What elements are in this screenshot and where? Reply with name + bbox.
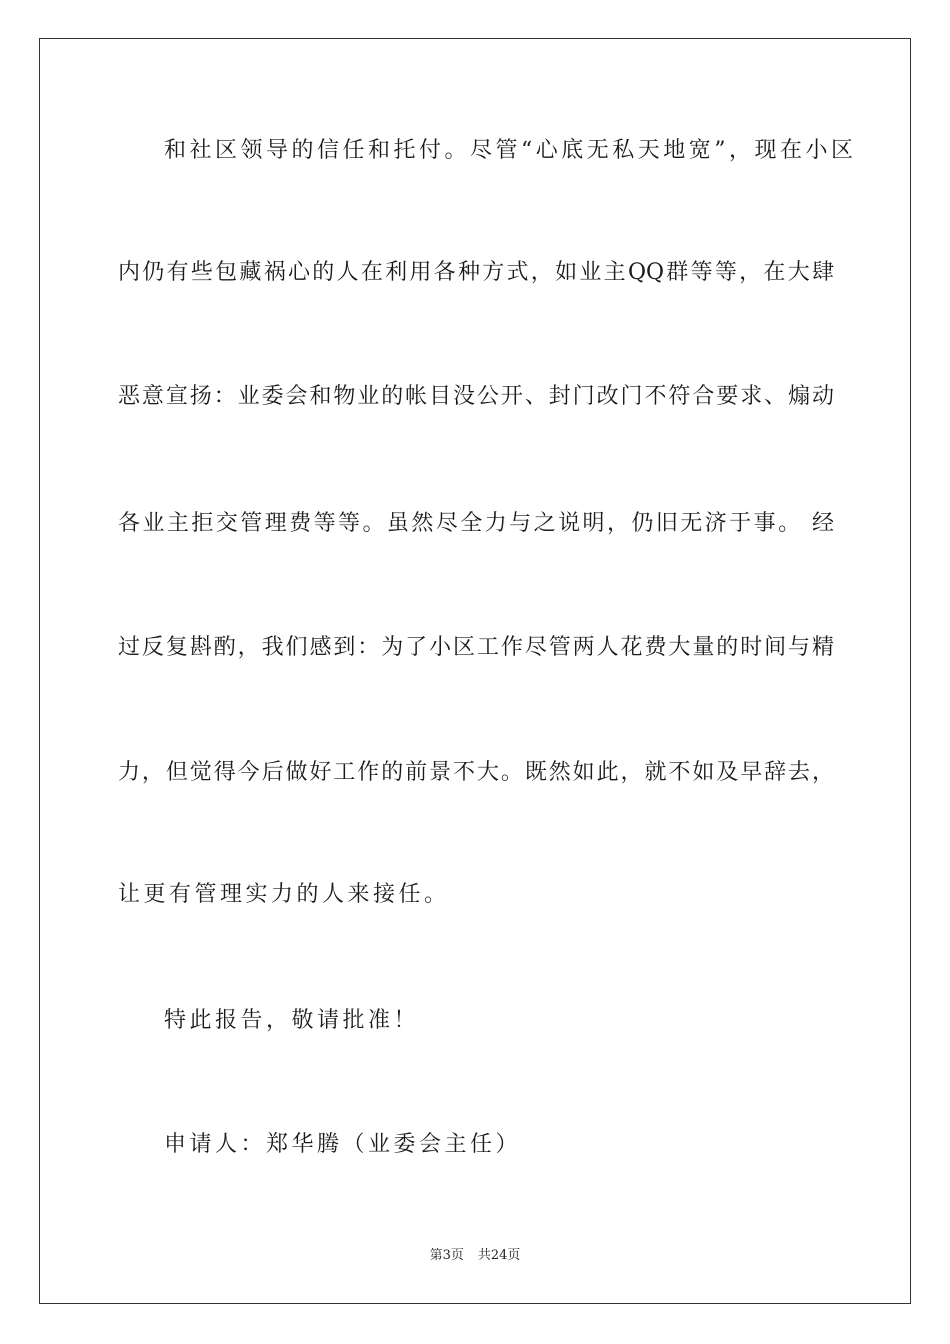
body-text-line: 力，但觉得今后做好工作的前景不大。既然如此，就不如及早辞去， (118, 760, 834, 785)
body-text-line: 过反复斟酌，我们感到：为了小区工作尽管两人花费大量的时间与精 (118, 635, 834, 660)
body-text-line: 恶意宣扬：业委会和物业的帐目没公开、封门改门不符合要求、煽动 (118, 384, 834, 409)
closing-statement: 特此报告，敬请批准！ (164, 1008, 420, 1033)
page-number-total: 共24页 (477, 1248, 521, 1263)
body-text-line: 各业主拒交管理费等等。虽然尽全力与之说明，仍旧无济于事。 经 (118, 511, 834, 536)
page-frame (39, 38, 911, 1304)
page-number-current: 第3页 (429, 1248, 464, 1263)
body-text-line: 让更有管理实力的人来接任。 (118, 882, 450, 907)
body-text-line: 内仍有些包藏祸心的人在利用各种方式，如业主QQ群等等，在大肆 (118, 260, 834, 285)
applicant-signature: 申请人：郑华腾（业委会主任） (164, 1132, 522, 1157)
body-text-line: 和社区领导的信任和托付。尽管“心底无私天地宽”，现在小区 (164, 138, 857, 163)
page-footer (0, 1247, 950, 1265)
